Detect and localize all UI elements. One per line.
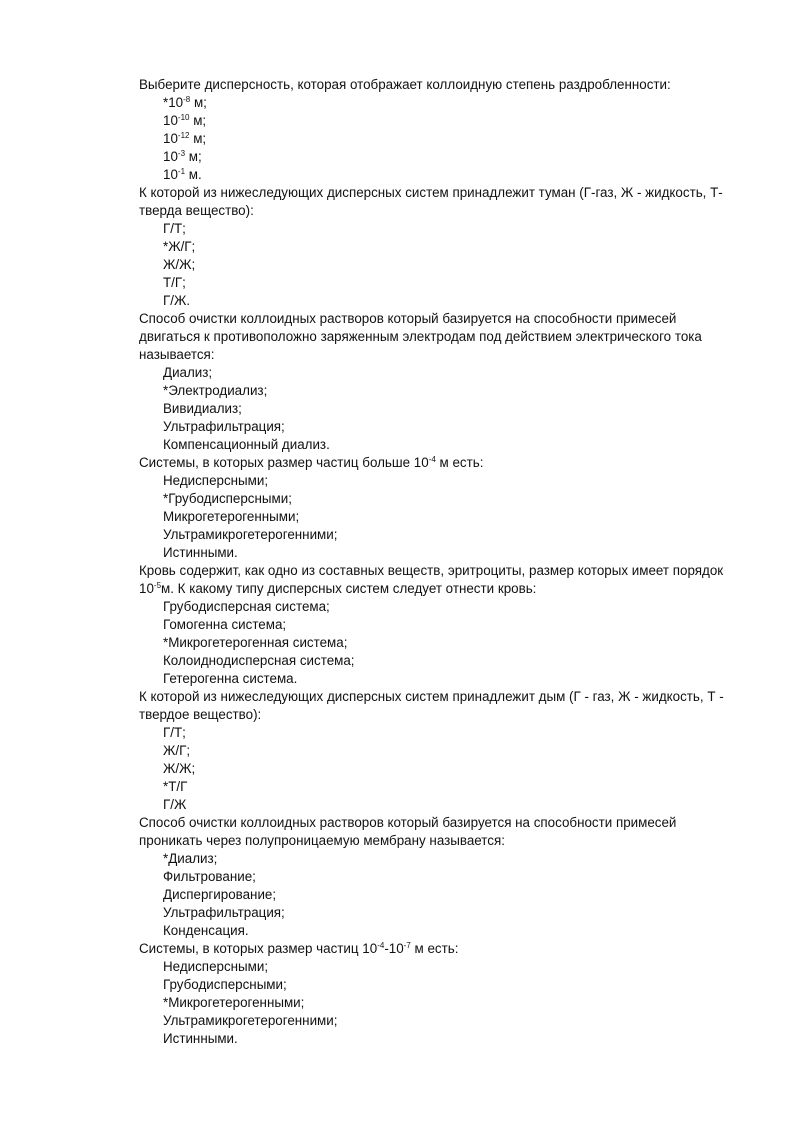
answer-option — [139, 724, 739, 742]
text-run: Кровь содержит, как одно из составных веществ, эритроциты, размер которых имеет порядок 10 — [139, 563, 724, 596]
question-block — [139, 454, 739, 562]
superscript-exponent: -4 — [377, 941, 385, 950]
answer-option — [139, 148, 739, 166]
answer-option — [139, 166, 739, 184]
text-run: *Электродиализ; — [163, 383, 268, 398]
text-run: Ж/Г; — [163, 743, 191, 758]
question-block — [139, 184, 739, 310]
text-run: Ультрамикрогетерогенними; — [163, 1013, 338, 1028]
answer-option — [139, 526, 739, 544]
answer-option — [139, 1012, 739, 1030]
answer-option — [139, 598, 739, 616]
answer-option — [139, 922, 739, 940]
text-run: *Грубодисперсными; — [163, 491, 292, 506]
answer-option — [139, 292, 739, 310]
text-run: Г/Т; — [163, 221, 186, 236]
question-text — [139, 76, 739, 94]
answer-option — [139, 130, 739, 148]
text-run: -10 — [384, 941, 404, 956]
text-run: Г/Ж — [163, 797, 187, 812]
answer-option — [139, 760, 739, 778]
text-run: Системы, в которых размер частиц больше 10 — [139, 455, 429, 470]
answer-option — [139, 850, 739, 868]
question-block — [139, 814, 739, 940]
text-run: *Ж/Г; — [163, 239, 196, 254]
answer-option — [139, 436, 739, 454]
text-run: Вивидиализ; — [163, 401, 242, 416]
text-run: Системы, в которых размер частиц 10 — [139, 941, 378, 956]
answer-option — [139, 904, 739, 922]
question-block — [139, 562, 739, 688]
superscript-exponent: -7 — [403, 941, 411, 950]
text-run: м; — [185, 149, 202, 164]
text-run: м; — [189, 131, 207, 146]
answer-option — [139, 220, 739, 238]
text-run: Истинными. — [163, 545, 238, 560]
text-run: м. — [185, 167, 202, 182]
answer-option — [139, 418, 739, 436]
answer-option — [139, 1030, 739, 1048]
question-text — [139, 940, 739, 958]
text-run: *Диализ; — [163, 851, 218, 866]
superscript-exponent: -8 — [183, 95, 191, 104]
text-run: Конденсация. — [163, 923, 249, 938]
text-run: Диспергирование; — [163, 887, 277, 902]
superscript-exponent: -10 — [177, 113, 190, 122]
answer-option — [139, 274, 739, 292]
text-run: Ж/Ж; — [163, 257, 196, 272]
answer-option — [139, 634, 739, 652]
text-run: К которой из нижеследующих дисперсных систем принадлежит дым (Г - газ, Ж - жидкость, Т - твердое вещество): — [139, 689, 724, 722]
answer-option — [139, 976, 739, 994]
text-run: Выберите дисперсность, которая отображает коллоидную степень раздробленности: — [139, 77, 671, 92]
text-run: *10 — [163, 95, 184, 110]
text-run: *Т/Г — [163, 779, 188, 794]
answer-option — [139, 382, 739, 400]
text-run: Диализ; — [163, 365, 213, 380]
question-text — [139, 688, 739, 724]
text-run: м есть: — [410, 941, 459, 956]
answer-option — [139, 994, 739, 1012]
text-run: Ж/Ж; — [163, 761, 196, 776]
document-body — [139, 76, 739, 1048]
answer-option — [139, 742, 739, 760]
answer-option — [139, 256, 739, 274]
text-run: м; — [190, 95, 207, 110]
text-run: 10 — [163, 131, 178, 146]
text-run: Недисперсными; — [163, 959, 269, 974]
answer-option — [139, 652, 739, 670]
answer-option — [139, 616, 739, 634]
superscript-exponent: -3 — [177, 149, 186, 158]
text-run: м есть: — [435, 455, 484, 470]
text-run: Грубодисперсными; — [163, 977, 287, 992]
answer-option — [139, 490, 739, 508]
answer-option — [139, 670, 739, 688]
answer-option — [139, 400, 739, 418]
answer-option — [139, 778, 739, 796]
text-run: *Микрогетерогенными; — [163, 995, 305, 1010]
text-run: м. К какому типу дисперсных систем следует отнести кровь: — [161, 581, 537, 596]
text-run: Ультрафильтрация; — [163, 419, 285, 434]
text-run: Ультрафильтрация; — [163, 905, 285, 920]
text-run: Г/Ж. — [163, 293, 191, 308]
question-text — [139, 562, 739, 598]
text-run: Микрогетерогенными; — [163, 509, 300, 524]
text-run: 10 — [163, 149, 178, 164]
text-run: Недисперсными; — [163, 473, 269, 488]
answer-option — [139, 508, 739, 526]
answer-option — [139, 544, 739, 562]
question-text — [139, 814, 739, 850]
text-run: Способ очистки коллоидных растворов который базируется на способности примесей двигаться к противоположно заряженным электродам под действием электрического тока называется: — [139, 311, 702, 362]
text-run: К которой из нижеследующих дисперсных систем принадлежит туман (Г-газ, Ж - жидкость, Т-тверда вещество): — [139, 185, 723, 218]
question-block — [139, 310, 739, 454]
text-run: 10 — [163, 113, 178, 128]
question-block — [139, 76, 739, 184]
superscript-exponent: -12 — [177, 131, 190, 140]
text-run: *Микрогетерогенная система; — [163, 635, 348, 650]
text-run: Компенсационный диализ. — [163, 437, 330, 452]
text-run: Колоиднодисперсная система; — [163, 653, 355, 668]
question-block — [139, 688, 739, 814]
text-run: Г/Т; — [163, 725, 186, 740]
answer-option — [139, 472, 739, 490]
text-run: 10 — [163, 167, 178, 182]
question-block — [139, 940, 739, 1048]
text-run: Фильтрование; — [163, 869, 256, 884]
text-run: Ультрамикрогетерогенними; — [163, 527, 338, 542]
question-text — [139, 310, 739, 364]
answer-option — [139, 886, 739, 904]
text-run: Гетерогенна система. — [163, 671, 298, 686]
text-run: Способ очистки коллоидных растворов который базируется на способности примесей проникать через полупроницаемую мембрану называется: — [139, 815, 677, 848]
answer-option — [139, 796, 739, 814]
answer-option — [139, 364, 739, 382]
superscript-exponent: -1 — [177, 167, 186, 176]
text-run: Истинными. — [163, 1031, 238, 1046]
text-run: Т/Г; — [163, 275, 186, 290]
text-run: Грубодисперсная система; — [163, 599, 330, 614]
superscript-exponent: -4 — [428, 455, 436, 464]
superscript-exponent: -5 — [153, 581, 162, 590]
answer-option — [139, 868, 739, 886]
text-run: Гомогенна система; — [163, 617, 287, 632]
text-run: м; — [189, 113, 207, 128]
answer-option — [139, 958, 739, 976]
answer-option — [139, 94, 739, 112]
question-text — [139, 454, 739, 472]
answer-option — [139, 238, 739, 256]
answer-option — [139, 112, 739, 130]
question-text — [139, 184, 739, 220]
